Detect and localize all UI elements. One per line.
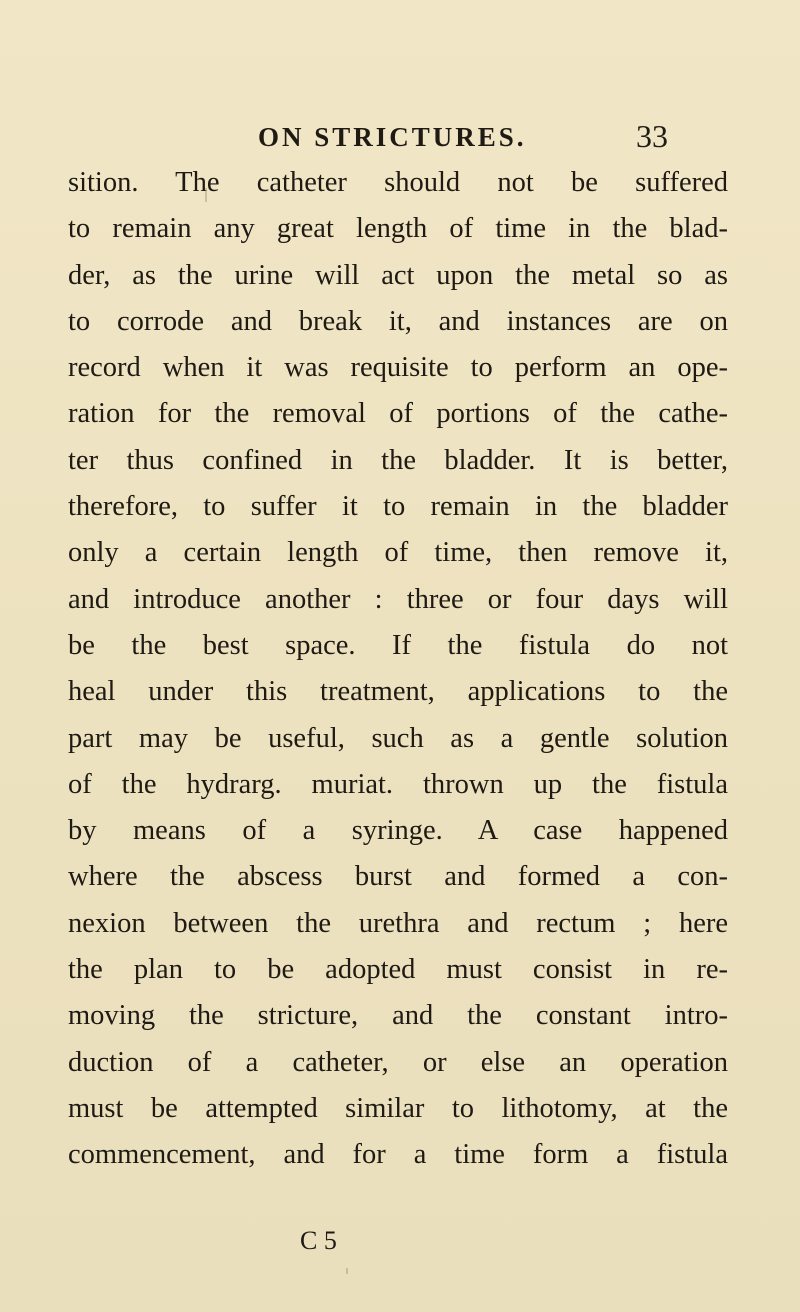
text-line: to corrode and break it, and instances are on (68, 305, 728, 337)
text-line: heal under this treatment, applications to the (68, 676, 728, 708)
text-line: to remain any great length of time in the blad- (68, 213, 728, 245)
text-line: must be attempted similar to lithotomy, at the (68, 1092, 728, 1124)
paper-speck (346, 1268, 348, 1274)
text-line: sition. The catheter should not be suffered (68, 167, 728, 198)
text-line: be the best space. If the fistula do not (68, 629, 728, 661)
text-line: commencement, and for a time form a fistula (68, 1139, 728, 1171)
paper-speck (205, 188, 207, 202)
text-line: ration for the removal of portions of the cathe- (68, 398, 728, 430)
text-line: moving the stricture, and the constant intro- (68, 1000, 728, 1032)
text-line: der, as the urine will act upon the metal so as (68, 259, 728, 291)
text-line: duction of a catheter, or else an operation (68, 1046, 728, 1078)
text-line: record when it was requisite to perform an ope- (68, 352, 728, 384)
running-title: ON STRICTURES. (258, 122, 527, 152)
text-line: of the hydrarg. muriat. thrown up the fistula (68, 768, 728, 800)
body-text (68, 160, 728, 1179)
page-header (0, 118, 800, 162)
text-line: the plan to be adopted must consist in re- (68, 954, 728, 986)
text-line: part may be useful, such as a gentle solution (68, 722, 728, 754)
text-line: only a certain length of time, then remove it, (68, 537, 728, 569)
text-line: nexion between the urethra and rectum ; here (68, 907, 728, 939)
text-line: therefore, to suffer it to remain in the bladder (68, 491, 728, 523)
text-line: and introduce another : three or four days will (68, 583, 728, 615)
text-line: by means of a syringe. A case happened (68, 815, 728, 847)
text-line: ter thus confined in the bladder. It is better, (68, 444, 728, 476)
text-line: where the abscess burst and formed a con- (68, 861, 728, 893)
signature-mark: C 5 (300, 1226, 337, 1255)
page-number: 33 (636, 118, 668, 154)
